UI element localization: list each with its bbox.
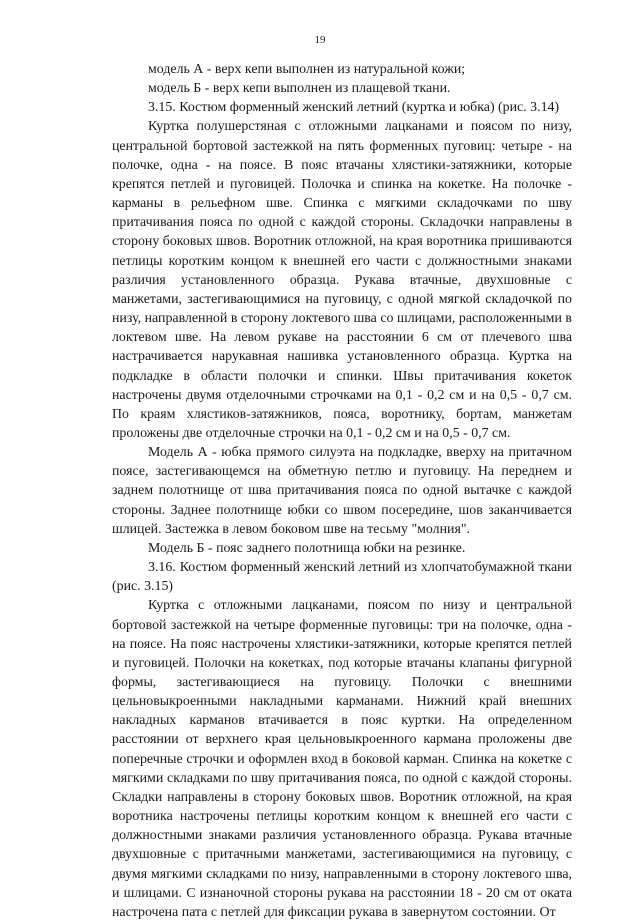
section-heading-3-16: 3.16. Костюм форменный женский летний из хлопчатобумажной ткани (рис. 3.15) (112, 560, 572, 595)
page-body (112, 60, 572, 922)
paragraph-model-b-skirt: Модель Б - пояс заднего полотнища юбки на резинке. (148, 540, 466, 556)
page-number: 19 (314, 34, 326, 46)
section-heading-3-15: 3.15. Костюм форменный женский летний (куртка и юбка) (рис. 3.14) (148, 100, 560, 116)
paragraph-jacket-3-15: Куртка полушерстяная с отложными лацканами и поясом по низу, центральной бортовой застежкой на пять форменных пуговиц: четыре - на полочке, одна - на поясе. В пояс втачаны хлястики-затяжники, которые крепятся петлей и пуговицей. Полочка и спинка на кокетке. На полочке - карманы в рельефном шве. Спинка с мягкими складочками по шву притачивания пояса по одной с каждой стороны. Складочки направлены в сторону боковых швов. Воротник отложной, на края воротника пришиваются петлицы коротким концом к внешней его части с должностными знаками различия установленного образца. Рукава втачные, двухшовные с манжетами, застегивающимися на пуговицу, с одной мягкой складочкой по низу, направленной в сторону локтевого шва со шлицами, расположенными в локтевом шве. На левом рукаве на расстоянии 6 см от плечевого шва настрачивается нарукавная нашивка установленного образца. Куртка на подкладке в области полочки и спинки. Швы притачивания кокеток настрочены двумя отделочными строчками на 0,1 - 0,2 см и на 0,5 - 0,7 см. По краям хлястиков-затяжников, пояса, воротнику, бортам, манжетам проложены две отделочные строчки на 0,1 - 0,2 см и на 0,5 - 0,7 см. (112, 119, 572, 441)
paragraph-model-a-cap: модель А - верх кепи выполнен из натуральной кожи; (148, 62, 466, 77)
paragraph-model-b-cap: модель Б - верх кепи выполнен из плащевой ткани. (148, 81, 451, 97)
paragraph-jacket-3-16: Куртка с отложными лацканами, поясом по низу и центральной бортовой застежкой на четыре форменные пуговицы: три на полочке, одна - на поясе. На пояс настрочены хлястики-затяжники, которые крепятся петлей и пуговицей. Полочки на кокетках, под которые втачаны клапаны фигурной формы, застегивающиеся на пуговицу. Полочки с внешними цельновыкроенными накладными карманами. Нижний край внешних накладных карманов втачивается в пояс куртки. На определенном расстоянии от верхнего края цельновыкроенного кармана проложены две поперечные строчки и оформлен вход в боковой карман. Спинка на кокетке с мягкими складками по шву притачивания пояса, по одной с каждой стороны. Складки направлены в сторону боковых швов. Воротник отложной, на края воротника настрочены петлицы коротким концом к внешней его части с должностными знаками различия установленного образца. Рукава втачные двухшовные с притачными манжетами, застегивающимися на пуговицу, с двумя мягкими складками по низу, направленными в сторону локтевого шва, и шлицами. С изнаночной стороны рукава на расстоянии 18 - 20 см от оката настрочена пата с петлей для фиксации рукава в завернутом состоянии. От (112, 598, 572, 920)
paragraph-model-a-skirt: Модель А - юбка прямого силуэта на подкладке, вверху на притачном поясе, застегивающемся на обметную петлю и пуговицу. На переднем и заднем полотнище от шва притачивания пояса по одной вытачке с каждой стороны. Заднее полотнище юбки со швом посередине, шов заканчивается шлицей. Застежка в левом боковом шве на тесьму "молния". (112, 445, 572, 537)
